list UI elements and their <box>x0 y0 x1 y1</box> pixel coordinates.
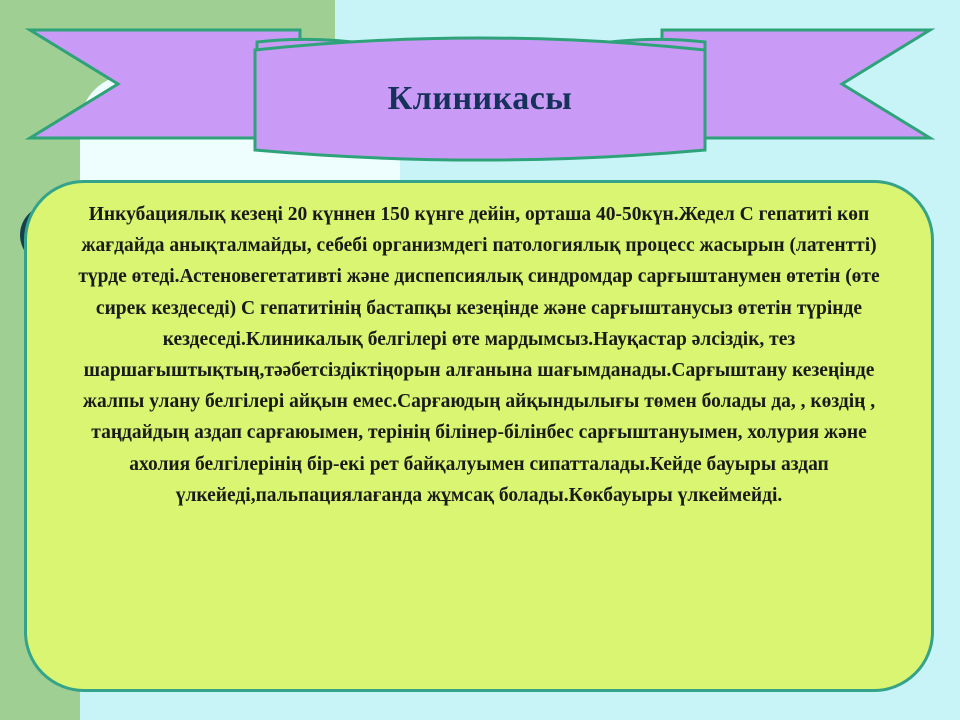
content-box <box>24 180 934 692</box>
slide-title: Клиникасы <box>387 80 573 117</box>
body-text: Инкубациялық кезеңі 20 күннен 150 күнге дейін, орташа 40-50күн.Жедел С гепатиті көп жағдайда анықталмайды, себебі организмдегі патологиялық процесс жасырын (латентті) түрде өтеді.Астеновегетативті және диспепсиялық синдромдар сарғыштанумен өтетін (өте сирек кездеседі) С гепатитінің бастапқы кезеңінде және сарғыштанусыз өтетін түрінде кездеседі.Клиникалық белгілері өте мардымсыз.Науқастар әлсіздік, тез шаршағыштықтың,тәәбетсіздіктіңорын алғанына шағымданады.Сарғыштану кезеңінде жалпы улану белгілері айқын емес.Сарғаюдың айқындылығы төмен болады да, , көздің , таңдайдың аздап сарғаюымен, терінің білінер-білінбес сарғыштануымен, холурия және ахолия белгілерінің бір-екі рет байқалуымен сипатталады.Кейде бауыры аздап үлкейеді,пальпациялағанда жұмсақ болады.Көкбауыры үлкеймейді. <box>78 204 880 506</box>
